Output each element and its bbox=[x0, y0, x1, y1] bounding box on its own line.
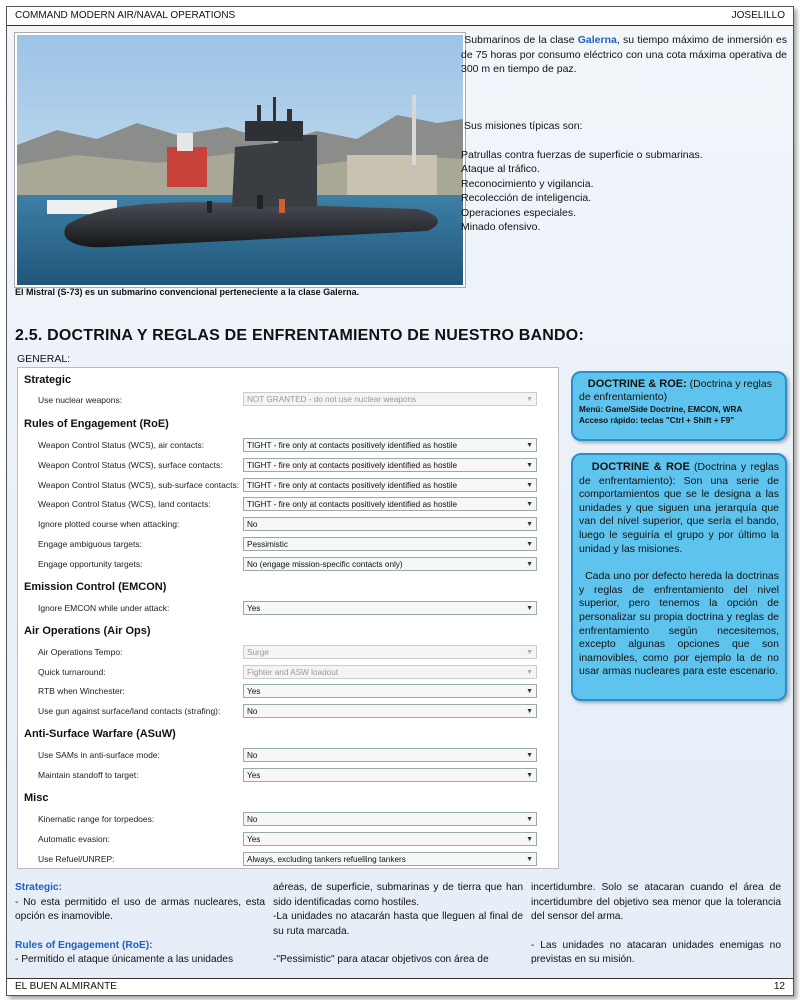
row-label: Maintain standoff to target: bbox=[38, 770, 139, 780]
row-label: Engage opportunity targets: bbox=[38, 559, 143, 569]
chevron-down-icon: ▼ bbox=[526, 501, 533, 508]
section-strategic: Strategic bbox=[24, 374, 72, 386]
shortcut-info-box bbox=[571, 371, 787, 441]
air-ops-tempo-select[interactable] bbox=[243, 645, 537, 659]
notes-col2-p1: aéreas, de superficie, submarinas y de tierra que han sido identificadas como hostiles. bbox=[273, 882, 523, 908]
chevron-down-icon: ▼ bbox=[526, 521, 533, 528]
row-label: Weapon Control Status (WCS), sub-surface contacts: bbox=[38, 480, 240, 490]
chevron-down-icon: ▼ bbox=[526, 649, 533, 656]
row-label: Automatic evasion: bbox=[38, 834, 110, 844]
select-value: No (engage mission-specific contacts only) bbox=[247, 560, 403, 569]
select-value: TIGHT - fire only at contacts positively identified as hostile bbox=[247, 500, 458, 509]
sams-antisurface-select[interactable] bbox=[243, 748, 537, 762]
automatic-evasion-select[interactable] bbox=[243, 832, 537, 846]
chevron-down-icon: ▼ bbox=[526, 482, 533, 489]
select-value: Always, excluding tankers refuelling tankers bbox=[247, 855, 406, 864]
select-value: TIGHT - fire only at contacts positively identified as hostile bbox=[247, 481, 458, 490]
chevron-down-icon: ▼ bbox=[526, 752, 533, 759]
row-label: Use nuclear weapons: bbox=[38, 395, 123, 405]
notes-col2-p2: -La unidades no atacarán hasta que lleguen al final de su ruta marcada. bbox=[273, 911, 523, 937]
select-value: No bbox=[247, 520, 258, 529]
row-label: Ignore EMCON while under attack: bbox=[38, 603, 170, 613]
ignore-emcon-select[interactable] bbox=[243, 601, 537, 615]
mission-item: Operaciones especiales. bbox=[461, 206, 576, 219]
box1-shortcut: Acceso rápido: teclas "Ctrl + Shift + F9" bbox=[579, 416, 735, 425]
select-value: No bbox=[247, 751, 258, 760]
engage-opportunity-select[interactable] bbox=[243, 557, 537, 571]
page-header bbox=[7, 7, 793, 26]
select-value: Surge bbox=[247, 648, 269, 657]
select-value: No bbox=[247, 815, 258, 824]
chevron-down-icon: ▼ bbox=[526, 816, 533, 823]
notes-col3-p2: - Las unidades no atacaran unidades enemigas no previstas en su misión. bbox=[531, 939, 781, 965]
section-title: 2.5. DOCTRINA Y REGLAS DE ENFRENTAMIENTO DE NUESTRO BANDO: bbox=[15, 327, 584, 344]
doctrine-panel bbox=[17, 367, 559, 869]
box2-title: DOCTRINE & ROE bbox=[591, 461, 690, 473]
wcs-surface-select[interactable] bbox=[243, 458, 537, 472]
page-footer bbox=[7, 978, 793, 995]
box1-title: DOCTRINE & ROE: bbox=[587, 378, 687, 390]
missions-block bbox=[461, 119, 703, 235]
row-label: Use Refuel/UNREP: bbox=[38, 854, 115, 864]
select-value: TIGHT - fire only at contacts positively identified as hostile bbox=[247, 441, 458, 450]
missions-title: Sus misiones típicas son: bbox=[464, 120, 583, 132]
row-label: Ignore plotted course when attacking: bbox=[38, 519, 180, 529]
mission-item: Ataque al tráfico. bbox=[461, 163, 540, 175]
row-label: Quick turnaround: bbox=[38, 667, 106, 677]
notes-col2-p3: -"Pessimistic" para atacar objetivos con área de bbox=[273, 954, 489, 965]
row-label: Weapon Control Status (WCS), air contacts: bbox=[38, 440, 205, 450]
notes-roe-heading: Rules of Engagement (RoE): bbox=[15, 939, 153, 951]
select-value: Yes bbox=[247, 604, 261, 613]
doctrine-info-box bbox=[571, 453, 787, 701]
box2-p2: Cada uno por defecto hereda la doctrinas y reglas de enfrentamiento del nivel superior, pero tenemos la opción de personalizar su propia doctrina y reglas de enfrentamiento según necesitemos, excepto algunas opciones que son inamovibles, como por ejemplo la de no usar armas nucleares para este escenario. bbox=[579, 570, 779, 678]
rtb-winchester-select[interactable] bbox=[243, 684, 537, 698]
select-value: Yes bbox=[247, 687, 261, 696]
intro-class-name: Galerna bbox=[577, 34, 617, 46]
mission-item: Minado ofensivo. bbox=[461, 221, 541, 233]
box1-title-rest: (Doctrina y reglas de enfrentamiento) bbox=[579, 378, 772, 403]
section-airops: Air Operations (Air Ops) bbox=[24, 625, 151, 637]
select-value: Fighter and ASW loadout bbox=[247, 668, 339, 677]
wcs-air-select[interactable] bbox=[243, 438, 537, 452]
general-label: GENERAL: bbox=[17, 353, 71, 365]
header-title: COMMAND MODERN AIR/NAVAL OPERATIONS bbox=[15, 10, 236, 21]
submarine-photo bbox=[15, 33, 465, 287]
row-label: Air Operations Tempo: bbox=[38, 647, 123, 657]
row-label: Kinematic range for torpedoes: bbox=[38, 814, 155, 824]
chevron-down-icon: ▼ bbox=[526, 708, 533, 715]
intro-text bbox=[461, 33, 787, 77]
chevron-down-icon: ▼ bbox=[526, 396, 533, 403]
intro-pre: Submarinos de la clase bbox=[464, 34, 578, 46]
chevron-down-icon: ▼ bbox=[526, 541, 533, 548]
notes-roe-text: - Permitido el ataque únicamente a las unidades bbox=[15, 954, 234, 965]
header-author: JOSELILLO bbox=[731, 10, 785, 21]
nuclear-weapons-select[interactable] bbox=[243, 392, 537, 406]
row-label: Use SAMs in anti-surface mode: bbox=[38, 750, 160, 760]
mission-item: Reconocimiento y vigilancia. bbox=[461, 177, 594, 190]
row-label: RTB when Winchester: bbox=[38, 686, 125, 696]
chevron-down-icon: ▼ bbox=[526, 688, 533, 695]
notes-col-2 bbox=[273, 881, 523, 968]
select-value: TIGHT - fire only at contacts positively identified as hostile bbox=[247, 461, 458, 470]
chevron-down-icon: ▼ bbox=[526, 856, 533, 863]
page-number: 12 bbox=[773, 981, 785, 992]
intro-post: , su tiempo máximo de inmersión es de 75 horas por consumo eléctrico con una cota máxima operativa de 300 m en tiempo de paz. bbox=[461, 34, 787, 75]
section-misc: Misc bbox=[24, 792, 49, 804]
notes-col3-p1: incertidumbre. Solo se atacaran cuando el área de incertidumbre del objetivo sea menor que la tolerancia del sensor del arma. bbox=[531, 882, 781, 922]
torpedo-range-select[interactable] bbox=[243, 812, 537, 826]
notes-col-1 bbox=[15, 881, 265, 968]
select-value: Pessimistic bbox=[247, 540, 288, 549]
quick-turnaround-select[interactable] bbox=[243, 665, 537, 679]
mission-item: Recolección de inteligencia. bbox=[461, 192, 592, 204]
document-page bbox=[6, 6, 794, 996]
chevron-down-icon: ▼ bbox=[526, 836, 533, 843]
notes-col-3 bbox=[531, 881, 781, 968]
row-label: Use gun against surface/land contacts (strafing): bbox=[38, 706, 221, 716]
row-label: Engage ambiguous targets: bbox=[38, 539, 142, 549]
chevron-down-icon: ▼ bbox=[526, 669, 533, 676]
chevron-down-icon: ▼ bbox=[526, 561, 533, 568]
photo-caption: El Mistral (S-73) es un submarino convencional perteneciente a la clase Galerna. bbox=[15, 287, 360, 297]
footer-title: EL BUEN ALMIRANTE bbox=[15, 981, 117, 992]
box2-p1: (Doctrina y reglas de enfrentamiento): Son una serie de comportamientos que se le designa a las unidades y que siguen una jerarquía que van del nivel superior, que sería el bando, luego le seguiría el grupo y por último la unidad y las misiones. bbox=[579, 461, 779, 555]
wcs-subsurface-select[interactable] bbox=[243, 478, 537, 492]
standoff-select[interactable] bbox=[243, 768, 537, 782]
chevron-down-icon: ▼ bbox=[526, 772, 533, 779]
select-value: NOT GRANTED - do not use nuclear weapons bbox=[247, 395, 417, 404]
chevron-down-icon: ▼ bbox=[526, 462, 533, 469]
select-value: Yes bbox=[247, 771, 261, 780]
section-roe: Rules of Engagement (RoE) bbox=[24, 418, 169, 430]
refuel-unrep-select[interactable] bbox=[243, 852, 537, 866]
ignore-plotted-course-select[interactable] bbox=[243, 517, 537, 531]
chevron-down-icon: ▼ bbox=[526, 605, 533, 612]
row-label: Weapon Control Status (WCS), land contacts: bbox=[38, 499, 211, 509]
mission-item: Patrullas contra fuerzas de superficie o submarinas. bbox=[461, 148, 703, 161]
wcs-land-select[interactable] bbox=[243, 497, 537, 511]
notes-strategic-text: - No esta permitido el uso de armas nucleares, esta opción es inamovible. bbox=[15, 896, 265, 922]
section-asuw: Anti-Surface Warfare (ASuW) bbox=[24, 728, 176, 740]
chevron-down-icon: ▼ bbox=[526, 442, 533, 449]
select-value: No bbox=[247, 707, 258, 716]
select-value: Yes bbox=[247, 835, 261, 844]
section-emcon: Emission Control (EMCON) bbox=[24, 581, 167, 593]
box1-menu: Menú: Game/Side Doctrine, EMCON, WRA bbox=[579, 405, 743, 414]
strafing-select[interactable] bbox=[243, 704, 537, 718]
notes-strategic-heading: Strategic: bbox=[15, 882, 62, 893]
row-label: Weapon Control Status (WCS), surface contacts: bbox=[38, 460, 223, 470]
engage-ambiguous-select[interactable] bbox=[243, 537, 537, 551]
